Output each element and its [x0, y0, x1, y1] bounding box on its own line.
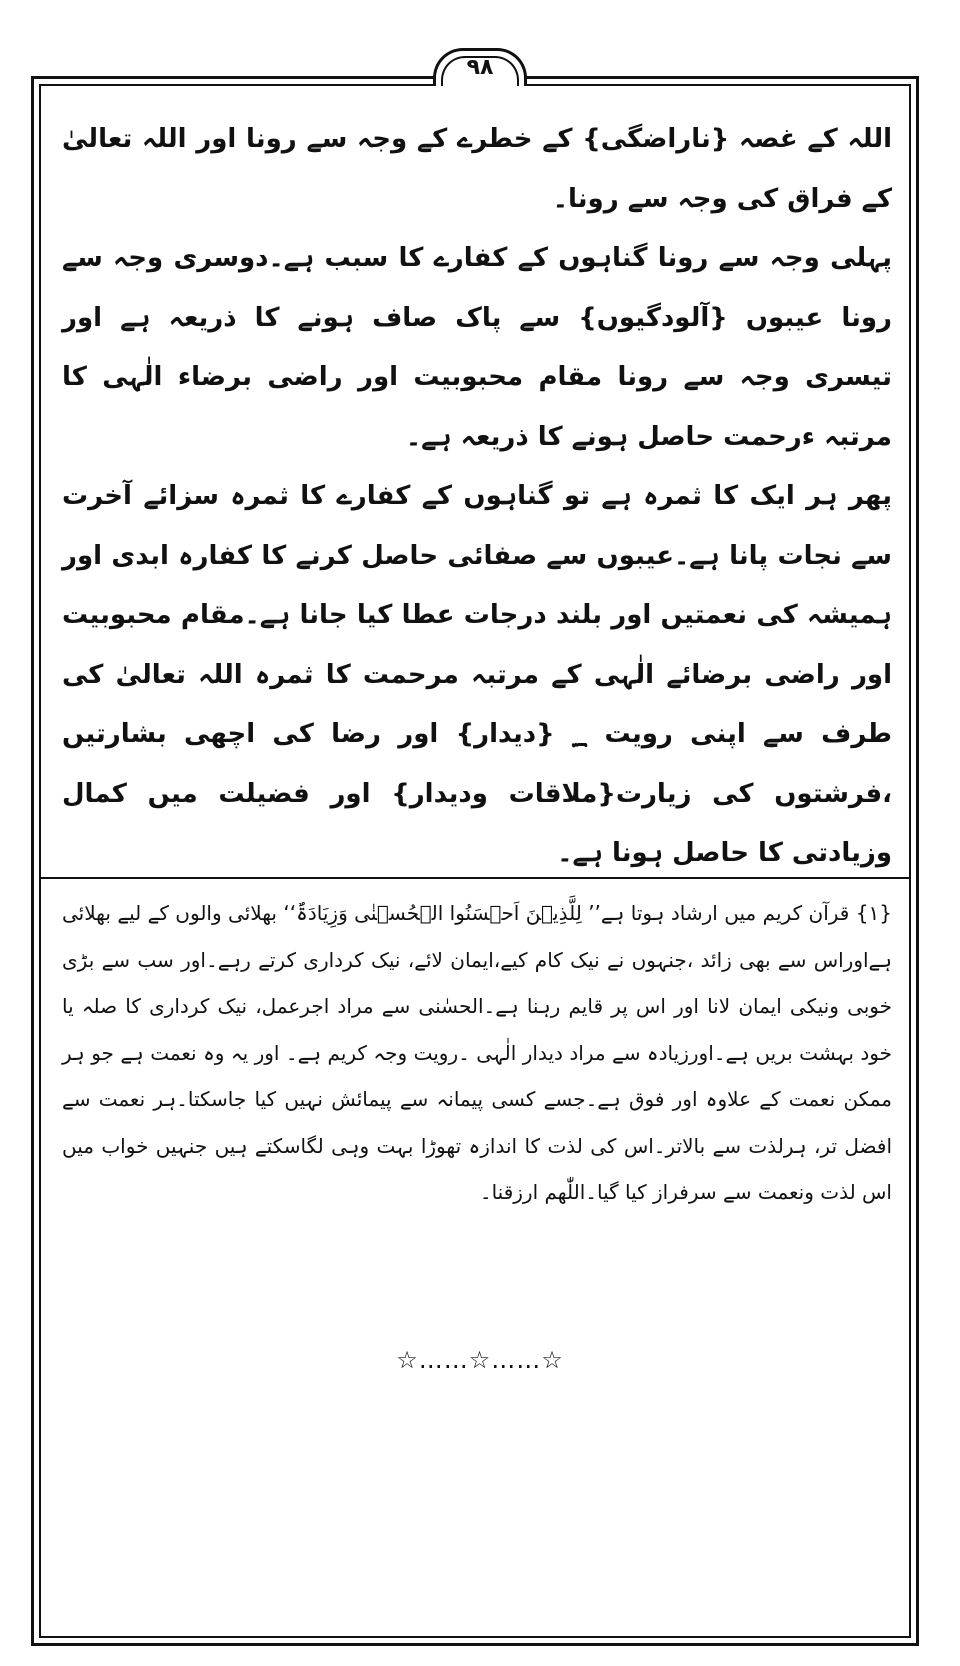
footnote-text: {۱} قرآن کریم میں ارشاد ہوتا ہے’’ لِلَّذِیۡنَ اَحۡسَنُوا الۡحُسۡنٰی وَزِیَادَۃٌ‘‘ بھلائی والوں کے لیے بھلائی ہےاوراس سے بھی زائد ،جنہوں نے نیک کام کیے،ایمان لائے، نیک کرداری کرتے رہے۔اور سب سے بڑی خوبی ونیکی ایمان لانا اور اس پر قایم رہنا ہے۔الحسٰنی سے مراد اجرعمل، نیک کرداری کا صلہ یا خود بہشت بریں ہے۔اورزیادہ سے مراد دیدار الٰہی ۔رویت وجہ کریم ہے۔ اور یہ وہ نعمت ہے جو ہر ممکن نعمت کے علاوہ اور فوق ہے۔جسے کسی پیمانہ سے پیمائش نہیں کیا جاسکتا۔ہر نعمت سے افضل تر، ہرلذت سے بالاتر۔اس کی لذت کا اندازہ تھوڑا بہت وہی لگاسکتے ہیں جنہیں خواب میں اس لذت ونعمت سے سرفراز کیا گیا۔اللّٰھم ارزقنا۔	[62, 901, 892, 1204]
end-ornament-stars: ☆……☆……☆	[396, 1346, 564, 1374]
main-text	[62, 110, 892, 884]
paragraph-2: پہلی وجہ سے رونا گناہوں کے کفارے کا سبب ہے۔دوسری وجہ سے رونا عیبوں {آلودگیوں} سے پاک صاف ہونے کا ذریعہ ہے اور تیسری وجہ سے رونا مقام محبوبیت اور راضی برضاء الٰہی کا مرتبہ ءرحمت حاصل ہونے کا ذریعہ ہے۔	[62, 243, 892, 452]
footnote-divider	[40, 877, 910, 879]
paragraph-3: پھر ہر ایک کا ثمرہ ہے تو گناہوں کے کفارے کا ثمرہ سزائے آخرت سے نجات پانا ہے۔عیبوں سے صفائی حاصل کرنے کا کفارہ ابدی اور ہمیشہ کی نعمتیں اور بلند درجات عطا کیا جانا ہے۔مقام محبوبیت اور راضی برضائے الٰہی کے مرتبہ مرحمت کا ثمرہ اللہ تعالیٰ کی طرف سے اپنی رویت ؁ {دیدار} اور رضا کی اچھی بشارتیں ،فرشتوں کی زیارت{ملاقات ودیدار} اور فضیلت میں کمال وزیادتی کا حاصل ہونا ہے۔	[62, 481, 893, 868]
paragraph-1: اللہ کے غصہ {ناراضگی} کے خطرے کے وجہ سے رونا اور اللہ تعالیٰ کے فراق کی وجہ سے رونا۔	[62, 124, 892, 214]
page-number: ۹۸	[433, 48, 527, 86]
